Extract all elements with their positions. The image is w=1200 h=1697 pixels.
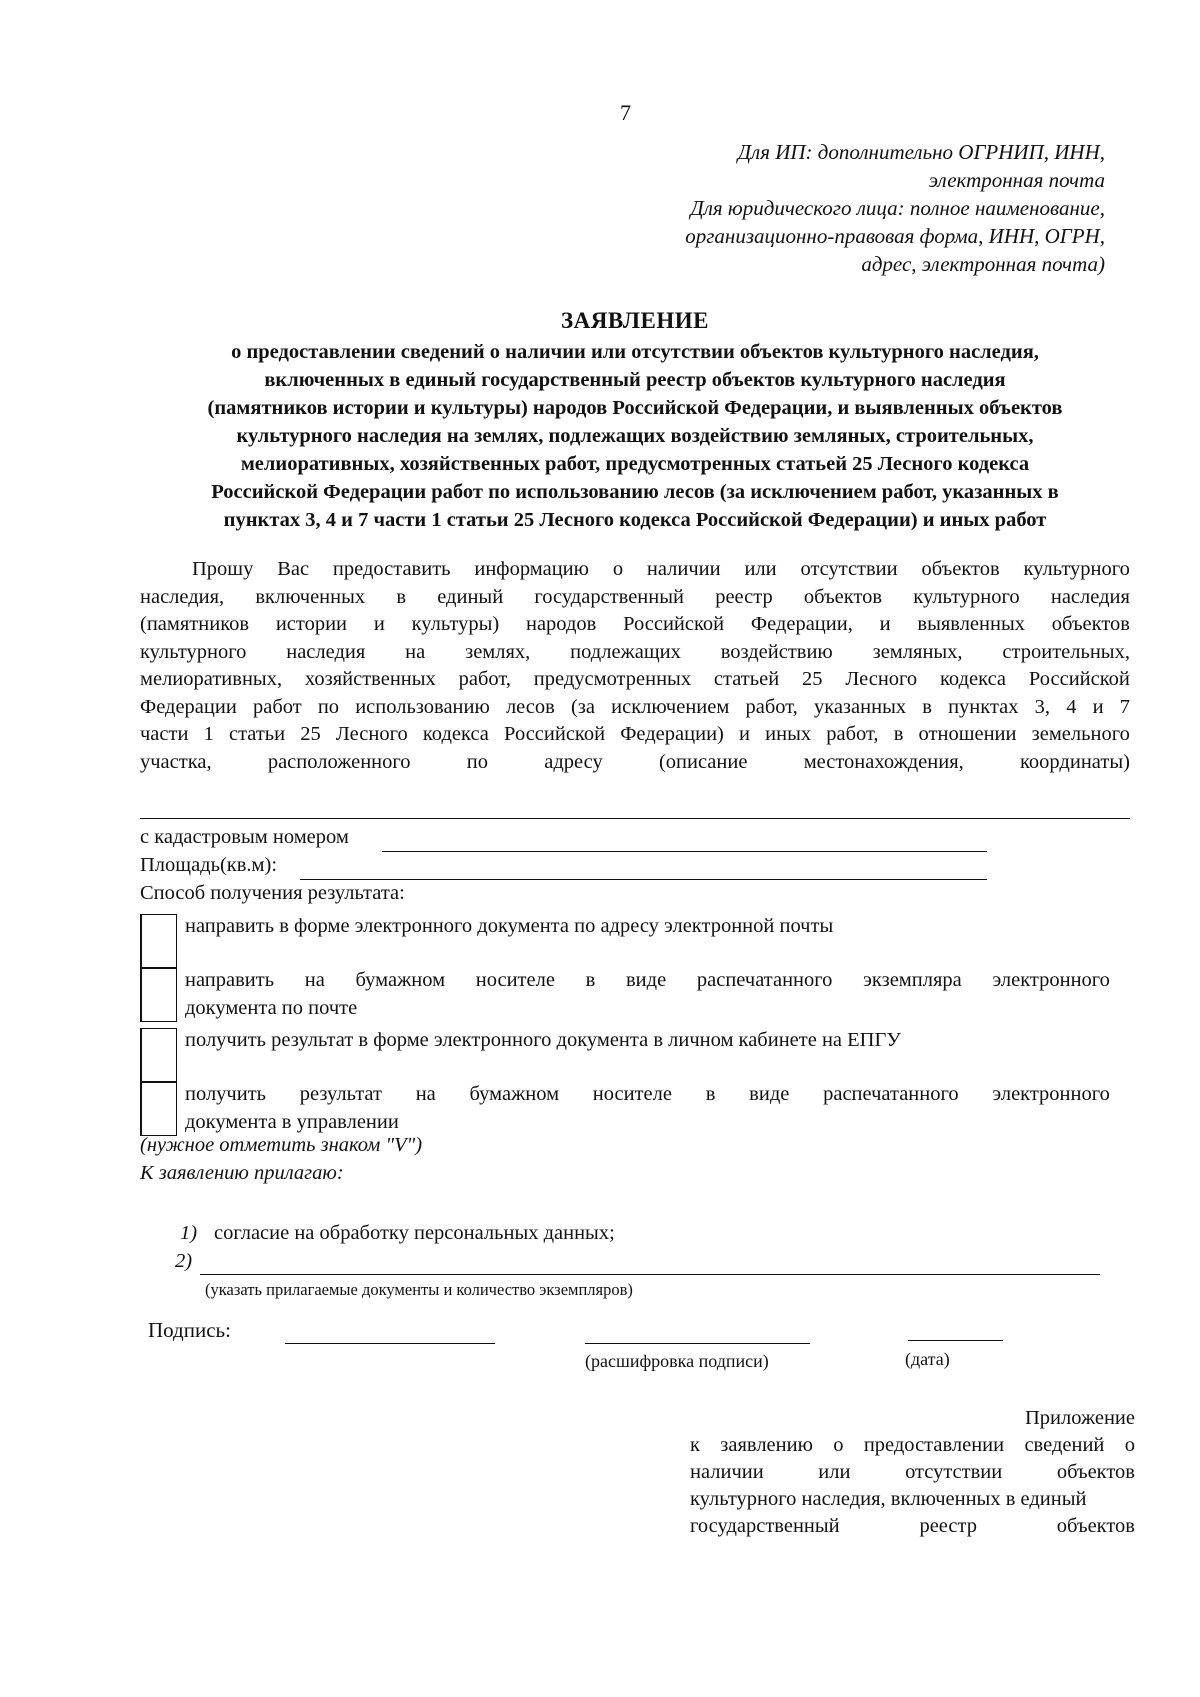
option-word: в [705, 1083, 716, 1105]
paragraph-word: работ [252, 695, 302, 718]
paragraph-word: истории [275, 613, 348, 635]
result-option-text-cont: документа по почте [185, 997, 358, 1019]
request-paragraph [140, 556, 1130, 776]
paragraph-word: объектов [921, 558, 1000, 580]
attachment-hint: (указать прилагаемые документы и количество экземпляров) [205, 1280, 633, 1299]
paragraph-word: отсутствии [800, 558, 898, 580]
paragraph-line [140, 639, 1130, 667]
paragraph-word: Российской [623, 613, 725, 635]
appendix-word: объектов [1056, 1515, 1135, 1537]
attachments-label: К заявлению прилагаю: [140, 1162, 344, 1184]
appendix-word: наличии [690, 1461, 764, 1483]
paragraph-word: Федерации, [750, 613, 853, 635]
signature-decoding-caption: (расшифровка подписи) [585, 1351, 769, 1371]
paragraph-word: указанных [813, 695, 907, 718]
option-word: электронного [992, 969, 1110, 991]
subtitle-line: о предоставлении сведений о наличии или отсутствии объектов культурного наследия, [231, 341, 1039, 363]
result-option-office[interactable] [140, 1080, 1110, 1136]
paragraph-word: народов [525, 613, 597, 635]
paragraph-word: местонахождения, [803, 750, 964, 773]
paragraph-word: объектов [803, 585, 883, 608]
paragraph-word: кодекса [422, 723, 489, 745]
paragraph-word: 25 [300, 723, 321, 745]
paragraph-word: информацию [474, 558, 589, 580]
option-word: результат [299, 1083, 382, 1105]
paragraph-word: (за [570, 695, 595, 718]
paragraph-word: статьи [228, 723, 286, 745]
paragraph-word: Федерации) [620, 723, 724, 745]
result-option-checkbox[interactable] [140, 1028, 177, 1082]
paragraph-word: земляных, [872, 640, 963, 663]
paragraph-word: (памятников [140, 613, 250, 635]
result-option-checkbox[interactable] [140, 968, 177, 1022]
paragraph-word: Федерации [140, 695, 237, 718]
appendix-word: предоставлении [863, 1434, 1005, 1456]
paragraph-word: иных [765, 723, 812, 745]
paragraph-word: наследия [286, 640, 366, 663]
paragraph-word: культуры) [411, 613, 500, 635]
appendix-line: культурного наследия, включенных в единый [690, 1488, 1087, 1510]
paragraph-line [140, 611, 1130, 639]
attachment-1-text: согласие на обработку персональных данных; [214, 1222, 615, 1244]
paragraph-word: работ, [458, 668, 511, 690]
signature-decoding-field[interactable] [585, 1343, 810, 1344]
paragraph-word: адресу [544, 750, 603, 773]
subtitle-line: включенных в единый государственный реестр объектов культурного наследия [264, 369, 1006, 391]
paragraph-word: 4 [1066, 695, 1077, 718]
paragraph-word: части [140, 723, 189, 745]
subtitle-line: пунктах 3, 4 и 7 части 1 статьи 25 Лесного кодекса Российской Федерации) и иных работ [223, 509, 1047, 531]
header-note-line: Для ИП: дополнительно ОГРНИП, ИНН, [737, 140, 1105, 164]
address-blank-line[interactable] [140, 818, 1130, 819]
paragraph-word: хозяйственных [304, 668, 436, 690]
appendix-line [690, 1513, 1135, 1540]
paragraph-word: в [893, 723, 904, 745]
paragraph-word: предусмотренных [533, 668, 692, 690]
paragraph-word: на [405, 640, 426, 663]
paragraph-word: Российской [504, 723, 606, 745]
option-word: получить [185, 1083, 267, 1105]
cadastral-number-label: с кадастровым номером [140, 826, 349, 848]
area-label: Площадь(кв.м): [140, 854, 278, 876]
paragraph-word: воздействию [720, 640, 833, 663]
appendix-word: к [690, 1434, 700, 1456]
option-word: виде [626, 969, 667, 991]
paragraph-word: по [466, 750, 488, 773]
attachment-1-number: 1) [180, 1222, 198, 1244]
result-option-text [185, 1080, 1110, 1108]
paragraph-word: и [373, 613, 385, 635]
paragraph-word: или [744, 558, 777, 580]
option-word: на [415, 1083, 436, 1105]
paragraph-line [140, 694, 1130, 722]
header-note-line: Для юридического лица: полное наименование, [690, 196, 1105, 220]
header-note [505, 138, 1105, 278]
paragraph-word: предоставить [332, 558, 451, 580]
subtitle-line: мелиоративных, хозяйственных работ, предусмотренных статьей 25 Лесного кодекса [240, 453, 1030, 475]
result-option-email[interactable] [140, 912, 1110, 940]
paragraph-line [140, 666, 1130, 694]
paragraph-word: координаты) [1020, 750, 1130, 773]
paragraph-word: строительных, [1002, 640, 1130, 663]
signature-field[interactable] [285, 1343, 495, 1344]
paragraph-word: Лесного [845, 668, 918, 690]
appendix-word: заявлению [720, 1434, 813, 1456]
paragraph-word: 3, [1034, 695, 1051, 718]
paragraph-word: работ, [745, 695, 798, 718]
paragraph-word: участка, [140, 750, 212, 773]
option-word: виде [749, 1083, 790, 1105]
option-word: носителе [592, 1083, 672, 1105]
result-option-text-cont: документа в управлении [185, 1111, 399, 1133]
paragraph-line [140, 556, 1130, 584]
paragraph-word: наследия [1050, 585, 1130, 608]
option-word: электронного [992, 1083, 1110, 1105]
result-option-checkbox[interactable] [140, 1082, 177, 1136]
paragraph-word: работ, [826, 723, 879, 745]
appendix-word: государственный [690, 1515, 840, 1537]
attachment-2-field[interactable] [200, 1274, 1100, 1275]
option-word: бумажном [469, 1083, 560, 1105]
subtitle-line: (памятников истории и культуры) народов Российской Федерации, и выявленных объектов [207, 397, 1063, 419]
paragraph-word: и [1092, 695, 1104, 718]
paragraph-word: кодекса [940, 668, 1007, 690]
option-word: на [304, 969, 325, 991]
document-title: ЗАЯВЛЕНИЕ [561, 308, 709, 333]
result-option-text [185, 966, 1110, 994]
header-note-line: адрес, электронная почта) [861, 252, 1105, 276]
appendix-heading [690, 1405, 1135, 1540]
appendix-line [690, 1459, 1135, 1486]
paragraph-line [140, 584, 1130, 612]
paragraph-word: пунктах [948, 695, 1019, 718]
paragraph-word: наследия, [140, 585, 225, 608]
paragraph-word: в [922, 695, 932, 718]
appendix-word: сведений [1024, 1434, 1105, 1456]
paragraph-word: лесов [505, 695, 555, 718]
appendix-word: о [833, 1434, 844, 1456]
appendix-word: реестр [919, 1515, 977, 1537]
paragraph-word: о [612, 558, 624, 580]
date-field[interactable] [908, 1340, 1003, 1341]
paragraph-word: 7 [1119, 695, 1130, 718]
paragraph-word: Российской [1028, 668, 1130, 690]
paragraph-word: и [879, 613, 891, 635]
option-word: направить [185, 969, 275, 991]
paragraph-word: культурного [1023, 558, 1130, 580]
header-note-line: организационно-правовая форма, ИНН, ОГРН, [685, 224, 1105, 248]
paragraph-word: включенных [255, 585, 366, 608]
paragraph-word: использованию [355, 695, 490, 718]
paragraph-word: землях, [465, 640, 531, 663]
appendix-word: отсутствии [905, 1461, 1003, 1483]
paragraph-word: (описание [658, 750, 748, 773]
paragraph-word: 1 [203, 723, 214, 745]
paragraph-word: отношении [918, 723, 1017, 745]
appendix-word: объектов [1056, 1461, 1135, 1483]
paragraph-word: земельного [1031, 723, 1130, 745]
appendix-lines [690, 1432, 1135, 1540]
paragraph-word: расположенного [267, 750, 411, 773]
paragraph-line [140, 749, 1130, 777]
option-word: распечатанного [823, 1083, 959, 1105]
paragraph-word: культурного [913, 585, 1020, 608]
paragraph-word: единый [437, 585, 504, 608]
paragraph-word: по [317, 695, 340, 718]
paragraph-word: исключением [611, 695, 730, 718]
paragraph-word: наличии [646, 558, 721, 580]
appendix-word: о [1124, 1434, 1135, 1456]
paragraph-word: мелиоративных, [140, 668, 283, 690]
paragraph-word: реестр [715, 585, 773, 608]
header-note-line: электронная почта [928, 168, 1105, 192]
appendix-title: Приложение [1024, 1407, 1135, 1429]
paragraph-line [140, 721, 1130, 749]
page-number: 7 [620, 100, 631, 125]
paragraph-word: государственный [534, 585, 684, 608]
appendix-line [690, 1432, 1135, 1459]
option-word: распечатанного [696, 969, 833, 991]
paragraph-word: Лесного [335, 723, 408, 745]
result-option-checkbox[interactable] [140, 914, 177, 968]
paragraph-word: объектов [1051, 613, 1130, 635]
paragraph-word: выявленных [917, 613, 1025, 635]
attachment-2-number: 2) [175, 1250, 193, 1272]
paragraph-word: статьей [713, 668, 780, 690]
paragraph-word: и [739, 723, 750, 745]
appendix-word: или [818, 1461, 851, 1483]
option-word: экземпляра [863, 969, 962, 991]
result-method-label: Способ получения результата: [140, 882, 405, 904]
paragraph-word: Прошу [192, 558, 254, 580]
signature-label: Подпись: [148, 1318, 231, 1342]
subtitle-line: Российской Федерации работ по использованию лесов (за исключением работ, указанных в [211, 481, 1059, 503]
result-option-text: получить результат в форме электронного документа в личном кабинете на ЕПГУ [185, 1029, 901, 1051]
document-subtitle [140, 338, 1130, 534]
date-caption: (дата) [905, 1349, 950, 1369]
option-word: носителе [475, 969, 555, 991]
result-option-text: направить в форме электронного документа по адресу электронной почты [185, 915, 834, 937]
area-field[interactable] [300, 879, 987, 880]
paragraph-word: Вас [277, 558, 310, 580]
paragraph-word: 25 [802, 668, 823, 690]
subtitle-line: культурного наследия на землях, подлежащих воздействию земляных, строительных, [236, 425, 1034, 447]
mark-hint: (нужное отметить знаком "V") [140, 1134, 423, 1156]
cadastral-number-field[interactable] [382, 851, 987, 852]
paragraph-word: подлежащих [570, 640, 681, 663]
option-word: в [585, 969, 596, 991]
option-word: бумажном [355, 969, 446, 991]
result-option-epgu[interactable] [140, 1026, 1110, 1054]
paragraph-word: культурного [140, 640, 247, 663]
paragraph-word: в [396, 585, 407, 608]
result-option-mail[interactable] [140, 966, 1110, 1022]
